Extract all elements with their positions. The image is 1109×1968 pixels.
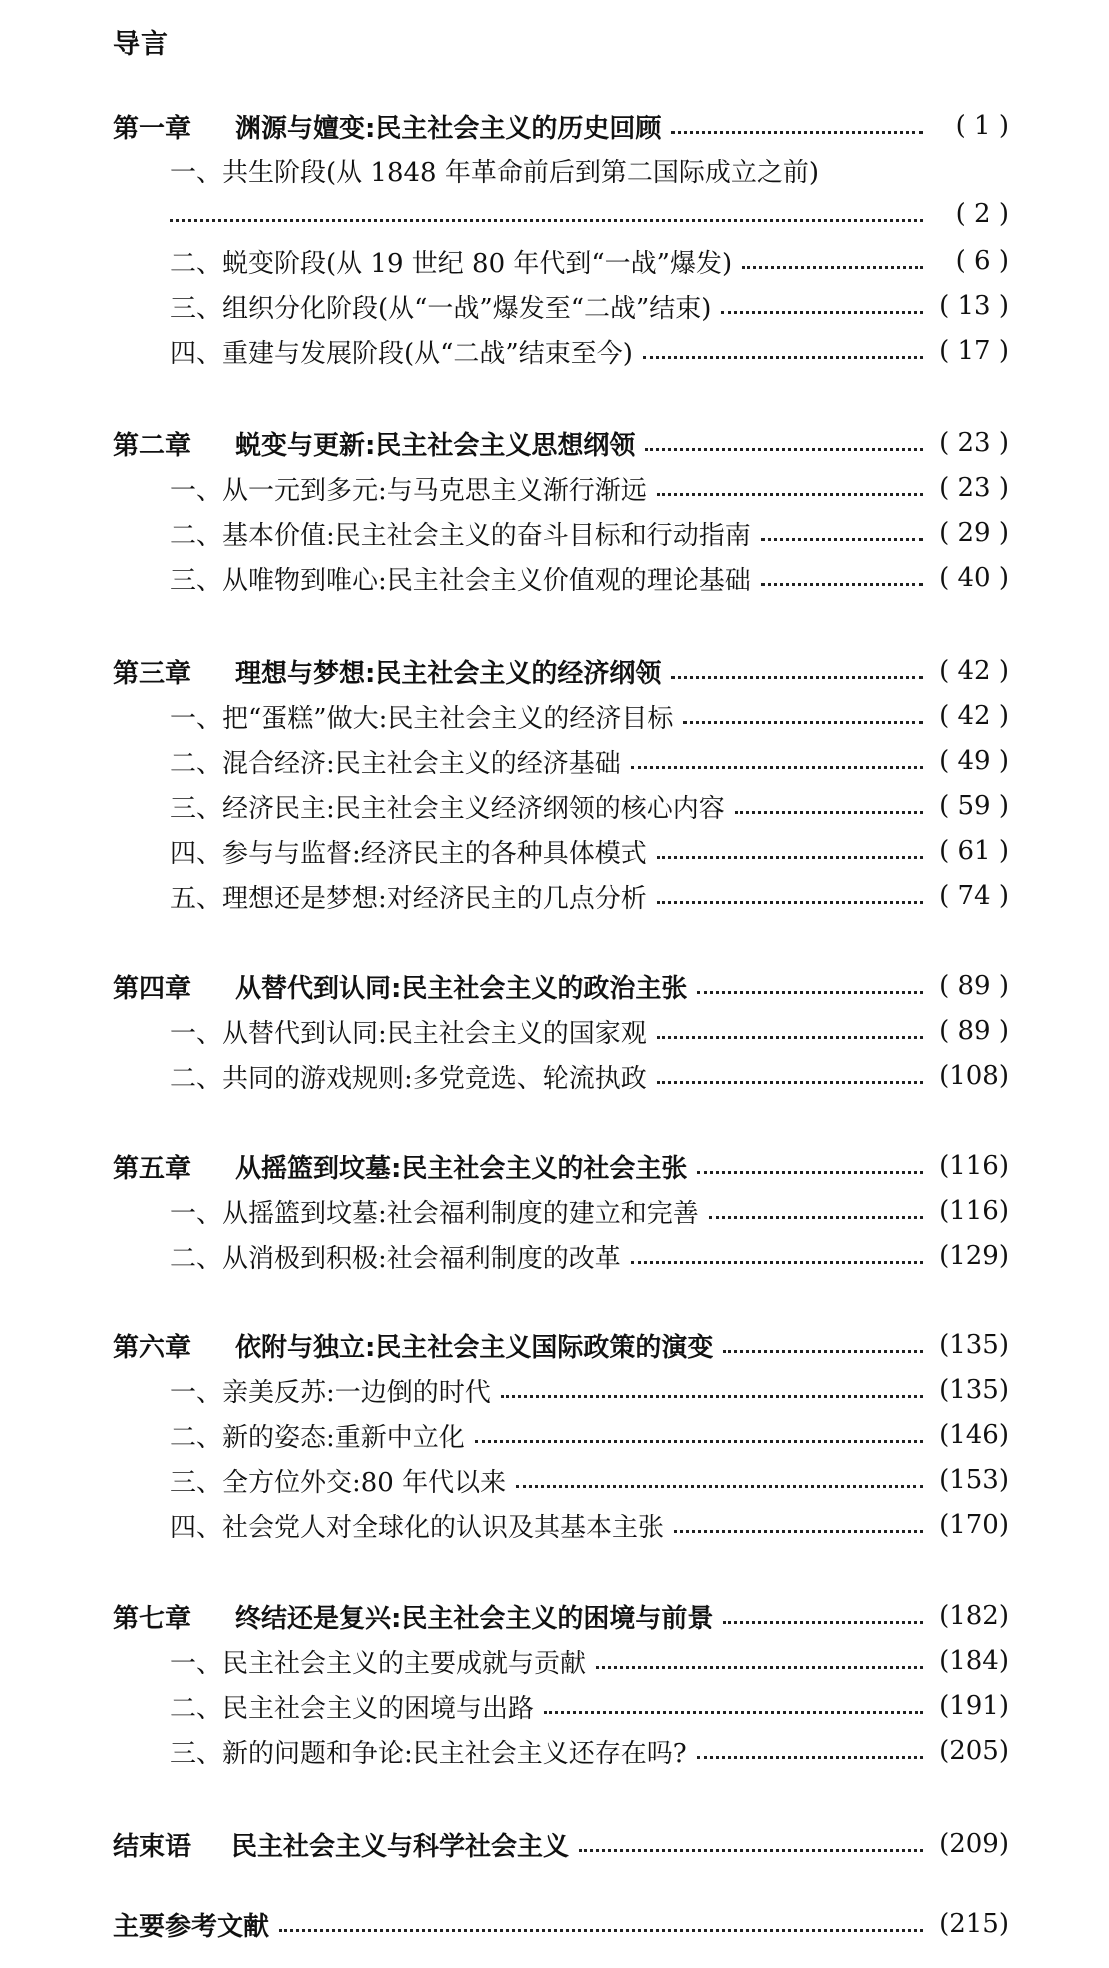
leader-dots: [735, 811, 923, 814]
leader-dots: [645, 448, 923, 451]
section-title: 三、组织分化阶段(从“一战”爆发至“二战”结束): [170, 293, 712, 324]
section-title: 二、共同的游戏规则:多党竞选、轮流执政: [170, 1063, 647, 1094]
page-number: (209): [939, 1829, 1009, 1859]
leader-dots: [501, 1395, 923, 1398]
section-entry[interactable]: [170, 1643, 1009, 1679]
conclusion-entry: [113, 1826, 1009, 1862]
leader-dots: [697, 1756, 923, 1759]
page-number: (116): [939, 1196, 1009, 1226]
leader-dots: [631, 1261, 923, 1264]
leader-dots: [657, 1036, 923, 1039]
section-title: 三、新的问题和争论:民主社会主义还存在吗?: [170, 1738, 687, 1769]
leader-dots: [657, 856, 923, 859]
chapter-heading[interactable]: [113, 1148, 1009, 1184]
references-title: 主要参考文献: [113, 1911, 270, 1942]
section-title: 三、从唯物到唯心:民主社会主义价值观的理论基础: [170, 565, 751, 596]
page-number: ( 23 ): [939, 473, 1009, 503]
references-heading[interactable]: [113, 1906, 1009, 1942]
page-number: (135): [939, 1330, 1009, 1360]
page-number: (146): [939, 1420, 1009, 1450]
section-entry[interactable]: [170, 515, 1009, 551]
section-title: 二、民主社会主义的困境与出路: [170, 1693, 535, 1724]
section-entry[interactable]: [170, 1417, 1009, 1453]
chapter-heading[interactable]: [113, 425, 1009, 461]
conclusion-title: 民主社会主义与科学社会主义: [231, 1831, 570, 1862]
section-title: 五、理想还是梦想:对经济民主的几点分析: [170, 883, 647, 914]
conclusion-label: 结束语: [113, 1831, 192, 1862]
page-number: (153): [939, 1465, 1009, 1495]
chapter-label: 第三章: [113, 658, 192, 689]
page-number: ( 40 ): [939, 563, 1009, 593]
page-number: ( 29 ): [939, 518, 1009, 548]
section-entry[interactable]: [170, 1058, 1009, 1094]
chapter-heading[interactable]: [113, 108, 1009, 144]
page-number: ( 89 ): [939, 971, 1009, 1001]
page-number: ( 6 ): [955, 246, 1009, 276]
leader-dots: [683, 721, 923, 724]
chapter-title: 蜕变与更新:民主社会主义思想纲领: [235, 430, 636, 461]
page-number: ( 17 ): [939, 336, 1009, 366]
page-number: (205): [939, 1736, 1009, 1766]
section-title: 一、把“蛋糕”做大:民主社会主义的经济目标: [170, 703, 674, 734]
chapter-heading[interactable]: [113, 1327, 1009, 1363]
leader-dots: [697, 1171, 923, 1174]
chapter-label: 第二章: [113, 430, 192, 461]
leader-dots: [657, 1081, 923, 1084]
page-number: (191): [939, 1691, 1009, 1721]
section-title: 三、全方位外交:80 年代以来: [170, 1467, 507, 1498]
section-entry[interactable]: [170, 1462, 1009, 1498]
page-number: (215): [939, 1909, 1009, 1939]
section-entry[interactable]: [170, 1733, 1009, 1769]
leader-dots: [761, 583, 923, 586]
chapter-label: 第六章: [113, 1332, 192, 1363]
page-number: ( 89 ): [939, 1016, 1009, 1046]
section-entry[interactable]: [170, 878, 1009, 914]
page-number: ( 61 ): [939, 836, 1009, 866]
section-title: 一、从一元到多元:与马克思主义渐行渐远: [170, 475, 647, 506]
page-number: ( 42 ): [939, 701, 1009, 731]
leader-dots: [475, 1440, 923, 1443]
page-number: ( 23 ): [939, 428, 1009, 458]
leader-dots: [170, 219, 923, 222]
page-number: (116): [939, 1151, 1009, 1181]
section-title: 三、经济民主:民主社会主义经济纲领的核心内容: [170, 793, 725, 824]
chapter-title: 终结还是复兴:民主社会主义的困境与前景: [235, 1603, 714, 1634]
section-entry[interactable]: [170, 1238, 1009, 1274]
section-entry[interactable]: [170, 470, 1009, 506]
page-number: (184): [939, 1646, 1009, 1676]
leader-dots: [723, 1350, 923, 1353]
section-title: 一、从替代到认同:民主社会主义的国家观: [170, 1018, 647, 1049]
leader-dots: [657, 493, 923, 496]
section-title: 二、从消极到积极:社会福利制度的改革: [170, 1243, 621, 1274]
chapter-label: 第七章: [113, 1603, 192, 1634]
section-title: 二、基本价值:民主社会主义的奋斗目标和行动指南: [170, 520, 751, 551]
chapter-heading[interactable]: [113, 653, 1009, 689]
references-entry: [113, 1906, 1009, 1942]
chapter-label: 第一章: [113, 113, 192, 144]
chapter-heading[interactable]: [113, 968, 1009, 1004]
section-entry[interactable]: [170, 743, 1009, 779]
section-entry[interactable]: [170, 152, 819, 188]
section-title: 一、从摇篮到坟墓:社会福利制度的建立和完善: [170, 1198, 699, 1229]
leader-dots: [671, 676, 923, 679]
leader-dots: [761, 538, 923, 541]
section-entry[interactable]: [170, 1507, 1009, 1543]
section-entry[interactable]: [170, 243, 1009, 279]
chapter-title: 依附与独立:民主社会主义国际政策的演变: [235, 1332, 714, 1363]
chapter-title: 理想与梦想:民主社会主义的经济纲领: [235, 658, 662, 689]
chapter-heading[interactable]: [113, 1598, 1009, 1634]
leader-dots: [596, 1666, 923, 1669]
leader-dots: [742, 266, 923, 269]
page-number: (129): [939, 1241, 1009, 1271]
leader-dots: [631, 766, 923, 769]
leader-dots: [709, 1216, 923, 1219]
leader-dots: [643, 356, 923, 359]
section-entry[interactable]: [170, 560, 1009, 596]
chapter-title: 渊源与嬗变:民主社会主义的历史回顾: [235, 113, 662, 144]
page-number: (182): [939, 1601, 1009, 1631]
page-number: ( 49 ): [939, 746, 1009, 776]
leader-dots: [671, 131, 923, 134]
section-title: 四、社会党人对全球化的认识及其基本主张: [170, 1512, 665, 1543]
leader-dots: [544, 1711, 923, 1714]
leader-dots: [279, 1929, 923, 1932]
page-number: ( 13 ): [939, 291, 1009, 321]
section-title: 一、亲美反苏:一边倒的时代: [170, 1377, 491, 1408]
section-entry[interactable]: [170, 1372, 1009, 1408]
section-title: 二、蜕变阶段(从 19 世纪 80 年代到“一战”爆发): [170, 248, 733, 279]
leader-dots: [579, 1849, 923, 1852]
page-number: ( 74 ): [939, 881, 1009, 911]
chapter-title: 从替代到认同:民主社会主义的政治主张: [235, 973, 688, 1004]
leader-dots: [674, 1530, 923, 1533]
section-title: 四、参与与监督:经济民主的各种具体模式: [170, 838, 647, 869]
section-entry[interactable]: [170, 1193, 1009, 1229]
chapter-label: 第四章: [113, 973, 192, 1004]
section-title: 四、重建与发展阶段(从“二战”结束至今): [170, 338, 633, 369]
chapter-label: 第五章: [113, 1153, 192, 1184]
section-title: 二、混合经济:民主社会主义的经济基础: [170, 748, 621, 779]
leader-dots: [721, 311, 923, 314]
section-title: 一、共生阶段(从 1848 年革命前后到第二国际成立之前): [170, 157, 819, 188]
page-number: (108): [939, 1061, 1009, 1091]
page-number: ( 59 ): [939, 791, 1009, 821]
page-number: ( 1 ): [955, 111, 1009, 141]
conclusion-heading[interactable]: [113, 1826, 1009, 1862]
section-entry[interactable]: [170, 1688, 1009, 1724]
page-number: ( 2 ): [955, 199, 1009, 229]
section-entry[interactable]: [170, 333, 1009, 369]
section-title: 二、新的姿态:重新中立化: [170, 1422, 465, 1453]
leader-dots: [697, 991, 923, 994]
intro-heading[interactable]: 导言: [113, 29, 169, 60]
section-entry[interactable]: [170, 288, 1009, 324]
page-number: ( 42 ): [939, 656, 1009, 686]
chapter-title: 从摇篮到坟墓:民主社会主义的社会主张: [235, 1153, 688, 1184]
leader-dots: [723, 1621, 923, 1624]
section-entry[interactable]: [170, 1013, 1009, 1049]
page-number: (170): [939, 1510, 1009, 1540]
section-continuation[interactable]: [170, 196, 1009, 232]
section-entry[interactable]: [170, 788, 1009, 824]
section-entry[interactable]: [170, 833, 1009, 869]
page-number: (135): [939, 1375, 1009, 1405]
leader-dots: [657, 901, 923, 904]
section-entry[interactable]: [170, 698, 1009, 734]
section-title: 一、民主社会主义的主要成就与贡献: [170, 1648, 587, 1679]
leader-dots: [516, 1485, 923, 1488]
